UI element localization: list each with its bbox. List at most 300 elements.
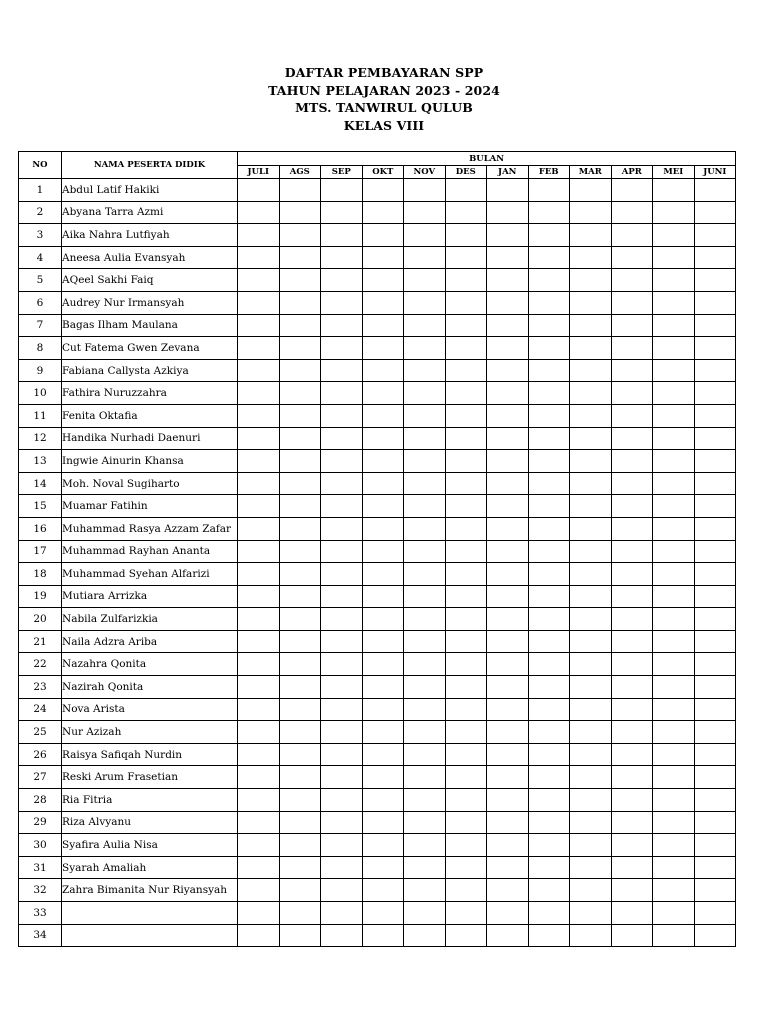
header-month-group: BULAN bbox=[238, 152, 736, 166]
student-name: Syarah Amaliah bbox=[62, 856, 238, 879]
payment-cell-mei bbox=[653, 811, 695, 834]
payment-cell-juli bbox=[238, 856, 280, 879]
payment-cell-juni bbox=[694, 450, 736, 473]
payment-cell-apr bbox=[611, 563, 653, 586]
payment-cell-juli bbox=[238, 427, 280, 450]
payment-cell-juli bbox=[238, 269, 280, 292]
payment-cell-ags bbox=[279, 472, 321, 495]
payment-cell-jan bbox=[487, 879, 529, 902]
payment-cell-des bbox=[445, 721, 487, 744]
payment-cell-okt bbox=[362, 902, 404, 925]
payment-cell-feb bbox=[528, 766, 570, 789]
payment-cell-juli bbox=[238, 743, 280, 766]
payment-cell-ags bbox=[279, 630, 321, 653]
table-row bbox=[19, 789, 736, 812]
table-row bbox=[19, 630, 736, 653]
table-row bbox=[19, 563, 736, 586]
payment-cell-mar bbox=[570, 743, 612, 766]
payment-cell-jan bbox=[487, 179, 529, 202]
payment-cell-apr bbox=[611, 269, 653, 292]
row-number: 25 bbox=[19, 721, 62, 744]
payment-cell-juni bbox=[694, 179, 736, 202]
table-row bbox=[19, 811, 736, 834]
payment-cell-juni bbox=[694, 291, 736, 314]
payment-cell-apr bbox=[611, 201, 653, 224]
payment-cell-juni bbox=[694, 246, 736, 269]
payment-cell-sep bbox=[321, 630, 363, 653]
payment-cell-feb bbox=[528, 269, 570, 292]
payment-cell-juni bbox=[694, 902, 736, 925]
payment-cell-okt bbox=[362, 314, 404, 337]
payment-cell-ags bbox=[279, 608, 321, 631]
payment-cell-feb bbox=[528, 856, 570, 879]
row-number: 16 bbox=[19, 517, 62, 540]
payment-cell-nov bbox=[404, 743, 446, 766]
table-row bbox=[19, 698, 736, 721]
payment-cell-sep bbox=[321, 856, 363, 879]
payment-cell-mar bbox=[570, 291, 612, 314]
payment-cell-mei bbox=[653, 179, 695, 202]
student-name: Syafira Aulia Nisa bbox=[62, 834, 238, 857]
table-row bbox=[19, 653, 736, 676]
student-name: Riza Alvyanu bbox=[62, 811, 238, 834]
payment-cell-nov bbox=[404, 201, 446, 224]
row-number: 23 bbox=[19, 676, 62, 699]
payment-cell-juli bbox=[238, 495, 280, 518]
payment-cell-mar bbox=[570, 495, 612, 518]
payment-cell-mar bbox=[570, 382, 612, 405]
row-number: 24 bbox=[19, 698, 62, 721]
payment-cell-juli bbox=[238, 924, 280, 947]
payment-cell-apr bbox=[611, 879, 653, 902]
payment-cell-juli bbox=[238, 201, 280, 224]
payment-cell-jan bbox=[487, 563, 529, 586]
payment-cell-sep bbox=[321, 721, 363, 744]
payment-cell-feb bbox=[528, 427, 570, 450]
payment-cell-ags bbox=[279, 924, 321, 947]
payment-cell-juni bbox=[694, 404, 736, 427]
payment-cell-des bbox=[445, 676, 487, 699]
payment-cell-okt bbox=[362, 743, 404, 766]
payment-cell-apr bbox=[611, 291, 653, 314]
payment-cell-sep bbox=[321, 337, 363, 360]
payment-cell-sep bbox=[321, 359, 363, 382]
payment-cell-jan bbox=[487, 630, 529, 653]
payment-cell-feb bbox=[528, 630, 570, 653]
table-row bbox=[19, 856, 736, 879]
payment-cell-des bbox=[445, 563, 487, 586]
payment-cell-nov bbox=[404, 517, 446, 540]
payment-cell-juni bbox=[694, 834, 736, 857]
payment-cell-juni bbox=[694, 314, 736, 337]
payment-cell-mei bbox=[653, 766, 695, 789]
payment-cell-mei bbox=[653, 472, 695, 495]
payment-cell-nov bbox=[404, 789, 446, 812]
payment-cell-feb bbox=[528, 879, 570, 902]
student-name: Handika Nurhadi Daenuri bbox=[62, 427, 238, 450]
payment-cell-okt bbox=[362, 382, 404, 405]
payment-cell-okt bbox=[362, 472, 404, 495]
payment-cell-apr bbox=[611, 382, 653, 405]
payment-cell-ags bbox=[279, 404, 321, 427]
payment-cell-okt bbox=[362, 585, 404, 608]
table-row bbox=[19, 269, 736, 292]
payment-cell-apr bbox=[611, 517, 653, 540]
payment-cell-juli bbox=[238, 337, 280, 360]
student-name: Ingwie Ainurin Khansa bbox=[62, 450, 238, 473]
payment-cell-jan bbox=[487, 924, 529, 947]
payment-cell-ags bbox=[279, 789, 321, 812]
payment-cell-ags bbox=[279, 450, 321, 473]
payment-cell-des bbox=[445, 834, 487, 857]
payment-cell-apr bbox=[611, 924, 653, 947]
payment-cell-ags bbox=[279, 856, 321, 879]
payment-cell-sep bbox=[321, 743, 363, 766]
payment-cell-jan bbox=[487, 698, 529, 721]
table-row bbox=[19, 246, 736, 269]
payment-cell-feb bbox=[528, 404, 570, 427]
payment-cell-nov bbox=[404, 676, 446, 699]
payment-cell-mar bbox=[570, 721, 612, 744]
row-number: 11 bbox=[19, 404, 62, 427]
table-row bbox=[19, 382, 736, 405]
payment-cell-feb bbox=[528, 450, 570, 473]
student-name: Aika Nahra Lutfiyah bbox=[62, 224, 238, 247]
payment-cell-mei bbox=[653, 540, 695, 563]
payment-cell-ags bbox=[279, 337, 321, 360]
payment-cell-juni bbox=[694, 698, 736, 721]
table-row bbox=[19, 766, 736, 789]
payment-cell-juli bbox=[238, 472, 280, 495]
payment-cell-apr bbox=[611, 902, 653, 925]
payment-cell-nov bbox=[404, 246, 446, 269]
payment-cell-mar bbox=[570, 698, 612, 721]
payment-cell-feb bbox=[528, 495, 570, 518]
student-name: Muhammad Syehan Alfarizi bbox=[62, 563, 238, 586]
payment-cell-nov bbox=[404, 472, 446, 495]
payment-cell-juli bbox=[238, 224, 280, 247]
payment-cell-des bbox=[445, 653, 487, 676]
student-name: Audrey Nur Irmansyah bbox=[62, 291, 238, 314]
payment-cell-juni bbox=[694, 563, 736, 586]
payment-cell-jan bbox=[487, 246, 529, 269]
payment-cell-jan bbox=[487, 314, 529, 337]
payment-table bbox=[18, 151, 736, 947]
payment-cell-okt bbox=[362, 201, 404, 224]
payment-cell-nov bbox=[404, 404, 446, 427]
table-row bbox=[19, 291, 736, 314]
student-name: Abyana Tarra Azmi bbox=[62, 201, 238, 224]
payment-cell-sep bbox=[321, 450, 363, 473]
payment-cell-juli bbox=[238, 811, 280, 834]
row-number: 32 bbox=[19, 879, 62, 902]
payment-cell-apr bbox=[611, 856, 653, 879]
payment-cell-mei bbox=[653, 314, 695, 337]
payment-cell-sep bbox=[321, 789, 363, 812]
payment-cell-ags bbox=[279, 902, 321, 925]
month-header-des: DES bbox=[445, 166, 487, 179]
payment-cell-juli bbox=[238, 359, 280, 382]
payment-cell-juni bbox=[694, 585, 736, 608]
payment-cell-mar bbox=[570, 201, 612, 224]
payment-cell-sep bbox=[321, 246, 363, 269]
payment-cell-juni bbox=[694, 269, 736, 292]
payment-cell-juni bbox=[694, 359, 736, 382]
payment-cell-jan bbox=[487, 676, 529, 699]
payment-cell-sep bbox=[321, 404, 363, 427]
month-header-nov: NOV bbox=[404, 166, 446, 179]
payment-cell-jan bbox=[487, 811, 529, 834]
payment-cell-feb bbox=[528, 585, 570, 608]
payment-cell-apr bbox=[611, 179, 653, 202]
payment-cell-jan bbox=[487, 540, 529, 563]
student-name: Raisya Safiqah Nurdin bbox=[62, 743, 238, 766]
payment-cell-nov bbox=[404, 630, 446, 653]
payment-cell-ags bbox=[279, 495, 321, 518]
payment-cell-juli bbox=[238, 834, 280, 857]
payment-cell-mar bbox=[570, 246, 612, 269]
student-name: Muhammad Rayhan Ananta bbox=[62, 540, 238, 563]
student-name: Zahra Bimanita Nur Riyansyah bbox=[62, 879, 238, 902]
payment-cell-feb bbox=[528, 540, 570, 563]
payment-cell-nov bbox=[404, 337, 446, 360]
payment-cell-jan bbox=[487, 517, 529, 540]
payment-cell-jan bbox=[487, 337, 529, 360]
payment-cell-jan bbox=[487, 653, 529, 676]
payment-cell-okt bbox=[362, 924, 404, 947]
payment-cell-mei bbox=[653, 789, 695, 812]
table-row bbox=[19, 517, 736, 540]
payment-cell-mar bbox=[570, 834, 612, 857]
payment-cell-mar bbox=[570, 563, 612, 586]
payment-cell-feb bbox=[528, 337, 570, 360]
payment-cell-jan bbox=[487, 743, 529, 766]
payment-cell-sep bbox=[321, 427, 363, 450]
row-number: 34 bbox=[19, 924, 62, 947]
payment-cell-juni bbox=[694, 811, 736, 834]
row-number: 15 bbox=[19, 495, 62, 518]
payment-cell-mar bbox=[570, 179, 612, 202]
month-header-juli: JULI bbox=[238, 166, 280, 179]
payment-cell-mei bbox=[653, 676, 695, 699]
payment-cell-okt bbox=[362, 246, 404, 269]
payment-cell-mar bbox=[570, 585, 612, 608]
payment-cell-apr bbox=[611, 676, 653, 699]
payment-cell-juni bbox=[694, 676, 736, 699]
payment-cell-feb bbox=[528, 291, 570, 314]
payment-cell-sep bbox=[321, 924, 363, 947]
payment-cell-mei bbox=[653, 201, 695, 224]
payment-cell-des bbox=[445, 450, 487, 473]
payment-cell-des bbox=[445, 427, 487, 450]
student-name: Abdul Latif Hakiki bbox=[62, 179, 238, 202]
payment-cell-des bbox=[445, 789, 487, 812]
payment-cell-apr bbox=[611, 224, 653, 247]
header-student-name: NAMA PESERTA DIDIK bbox=[62, 152, 238, 179]
row-number: 30 bbox=[19, 834, 62, 857]
table-row bbox=[19, 834, 736, 857]
payment-cell-des bbox=[445, 585, 487, 608]
payment-cell-ags bbox=[279, 676, 321, 699]
payment-cell-sep bbox=[321, 179, 363, 202]
payment-cell-des bbox=[445, 291, 487, 314]
student-name: Nur Azizah bbox=[62, 721, 238, 744]
month-header-sep: SEP bbox=[321, 166, 363, 179]
payment-cell-okt bbox=[362, 834, 404, 857]
payment-cell-mei bbox=[653, 902, 695, 925]
payment-cell-nov bbox=[404, 179, 446, 202]
payment-cell-apr bbox=[611, 359, 653, 382]
row-number: 26 bbox=[19, 743, 62, 766]
student-name: Reski Arum Frasetian bbox=[62, 766, 238, 789]
payment-cell-jan bbox=[487, 902, 529, 925]
payment-cell-sep bbox=[321, 653, 363, 676]
payment-cell-apr bbox=[611, 472, 653, 495]
payment-cell-mar bbox=[570, 517, 612, 540]
payment-cell-juni bbox=[694, 630, 736, 653]
payment-cell-ags bbox=[279, 540, 321, 563]
payment-cell-juli bbox=[238, 902, 280, 925]
payment-cell-nov bbox=[404, 924, 446, 947]
payment-cell-jan bbox=[487, 450, 529, 473]
payment-cell-okt bbox=[362, 766, 404, 789]
payment-cell-okt bbox=[362, 608, 404, 631]
row-number: 8 bbox=[19, 337, 62, 360]
payment-cell-feb bbox=[528, 246, 570, 269]
payment-cell-jan bbox=[487, 789, 529, 812]
payment-cell-mei bbox=[653, 856, 695, 879]
payment-cell-mar bbox=[570, 653, 612, 676]
student-name: Moh. Noval Sugiharto bbox=[62, 472, 238, 495]
payment-cell-sep bbox=[321, 811, 363, 834]
payment-cell-apr bbox=[611, 246, 653, 269]
payment-cell-mar bbox=[570, 766, 612, 789]
row-number: 12 bbox=[19, 427, 62, 450]
payment-cell-apr bbox=[611, 585, 653, 608]
payment-cell-des bbox=[445, 902, 487, 925]
payment-cell-jan bbox=[487, 224, 529, 247]
payment-cell-sep bbox=[321, 269, 363, 292]
payment-cell-sep bbox=[321, 608, 363, 631]
payment-cell-feb bbox=[528, 472, 570, 495]
row-number: 10 bbox=[19, 382, 62, 405]
payment-cell-mei bbox=[653, 630, 695, 653]
payment-cell-juni bbox=[694, 879, 736, 902]
row-number: 9 bbox=[19, 359, 62, 382]
payment-cell-mar bbox=[570, 224, 612, 247]
payment-cell-feb bbox=[528, 179, 570, 202]
payment-cell-sep bbox=[321, 291, 363, 314]
payment-cell-jan bbox=[487, 269, 529, 292]
payment-cell-apr bbox=[611, 404, 653, 427]
payment-cell-apr bbox=[611, 811, 653, 834]
payment-cell-juni bbox=[694, 382, 736, 405]
payment-cell-apr bbox=[611, 721, 653, 744]
payment-cell-juli bbox=[238, 789, 280, 812]
payment-cell-nov bbox=[404, 269, 446, 292]
student-name bbox=[62, 924, 238, 947]
payment-cell-mar bbox=[570, 404, 612, 427]
payment-cell-nov bbox=[404, 653, 446, 676]
student-name: Nazirah Qonita bbox=[62, 676, 238, 699]
payment-cell-mar bbox=[570, 337, 612, 360]
payment-cell-mei bbox=[653, 291, 695, 314]
month-header-ags: AGS bbox=[279, 166, 321, 179]
payment-cell-mar bbox=[570, 608, 612, 631]
payment-cell-mei bbox=[653, 585, 695, 608]
table-row bbox=[19, 359, 736, 382]
payment-cell-apr bbox=[611, 698, 653, 721]
payment-cell-juli bbox=[238, 291, 280, 314]
payment-cell-okt bbox=[362, 359, 404, 382]
payment-cell-apr bbox=[611, 789, 653, 812]
payment-cell-sep bbox=[321, 563, 363, 586]
payment-cell-feb bbox=[528, 224, 570, 247]
payment-cell-mei bbox=[653, 337, 695, 360]
payment-cell-mei bbox=[653, 427, 695, 450]
payment-cell-feb bbox=[528, 902, 570, 925]
payment-cell-mar bbox=[570, 924, 612, 947]
payment-cell-okt bbox=[362, 540, 404, 563]
document-title-block bbox=[0, 64, 768, 134]
payment-cell-des bbox=[445, 201, 487, 224]
payment-cell-mar bbox=[570, 879, 612, 902]
table-row bbox=[19, 721, 736, 744]
table-row bbox=[19, 608, 736, 631]
payment-cell-mar bbox=[570, 676, 612, 699]
row-number: 7 bbox=[19, 314, 62, 337]
payment-cell-mei bbox=[653, 653, 695, 676]
student-name: Ria Fitria bbox=[62, 789, 238, 812]
row-number: 2 bbox=[19, 201, 62, 224]
payment-cell-juli bbox=[238, 721, 280, 744]
payment-cell-feb bbox=[528, 834, 570, 857]
payment-cell-okt bbox=[362, 269, 404, 292]
payment-cell-sep bbox=[321, 698, 363, 721]
payment-cell-jan bbox=[487, 585, 529, 608]
payment-cell-mar bbox=[570, 630, 612, 653]
payment-cell-juni bbox=[694, 856, 736, 879]
row-number: 33 bbox=[19, 902, 62, 925]
payment-cell-okt bbox=[362, 698, 404, 721]
payment-cell-juni bbox=[694, 472, 736, 495]
payment-cell-nov bbox=[404, 382, 446, 405]
payment-cell-jan bbox=[487, 721, 529, 744]
payment-cell-ags bbox=[279, 246, 321, 269]
payment-cell-mar bbox=[570, 811, 612, 834]
payment-cell-ags bbox=[279, 585, 321, 608]
payment-cell-ags bbox=[279, 653, 321, 676]
payment-cell-ags bbox=[279, 179, 321, 202]
payment-cell-juni bbox=[694, 924, 736, 947]
payment-cell-juni bbox=[694, 743, 736, 766]
month-header-mei: MEI bbox=[653, 166, 695, 179]
row-number: 29 bbox=[19, 811, 62, 834]
payment-cell-apr bbox=[611, 314, 653, 337]
student-name: Nova Arista bbox=[62, 698, 238, 721]
payment-cell-apr bbox=[611, 337, 653, 360]
payment-cell-des bbox=[445, 608, 487, 631]
payment-cell-jan bbox=[487, 404, 529, 427]
month-header-okt: OKT bbox=[362, 166, 404, 179]
payment-cell-apr bbox=[611, 540, 653, 563]
payment-cell-ags bbox=[279, 382, 321, 405]
payment-cell-juli bbox=[238, 676, 280, 699]
payment-cell-okt bbox=[362, 789, 404, 812]
payment-cell-nov bbox=[404, 856, 446, 879]
payment-cell-mei bbox=[653, 404, 695, 427]
payment-cell-jan bbox=[487, 382, 529, 405]
